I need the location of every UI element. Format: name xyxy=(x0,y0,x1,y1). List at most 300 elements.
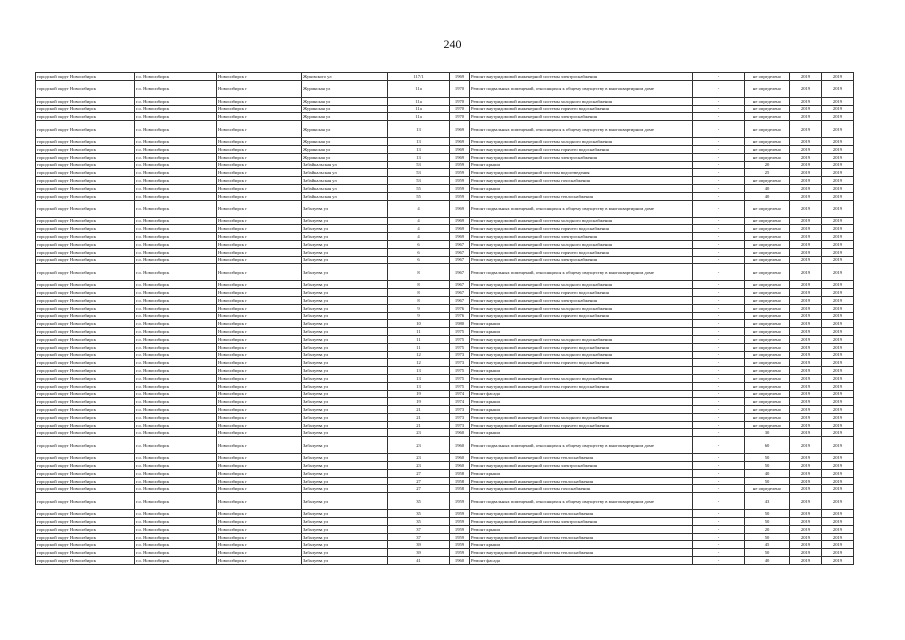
municipality-cell: г.о. Новосибирск xyxy=(135,184,217,192)
year-built-cell: 1970 xyxy=(450,80,470,97)
house-number-cell: 13 xyxy=(388,153,450,161)
year-built-cell: 1974 xyxy=(450,398,470,406)
street-cell: Забалуева ул xyxy=(302,485,388,493)
volume-cell: 50 xyxy=(745,477,790,485)
house-number-cell: 23 xyxy=(388,437,450,454)
work-type-cell: Ремонт внутридомовой инженерной системы теплоснабжения xyxy=(470,192,693,200)
city-cell: Новосибирск г xyxy=(217,312,302,320)
municipality-cell: г.о. Новосибирск xyxy=(135,469,217,477)
table-row xyxy=(36,217,854,225)
year-built-cell: 1958 xyxy=(450,469,470,477)
street-cell: Забалуева ул xyxy=(302,264,388,281)
street-cell: Забалуева ул xyxy=(302,510,388,518)
dash-cell: - xyxy=(693,406,745,414)
volume-cell: не определено xyxy=(745,296,790,304)
start-year-cell: 2019 xyxy=(790,485,822,493)
year-built-cell: 1967 xyxy=(450,296,470,304)
end-year-cell: 2019 xyxy=(822,233,854,241)
table-row xyxy=(36,80,854,97)
year-built-cell: 1959 xyxy=(450,518,470,526)
end-year-cell: 2019 xyxy=(822,73,854,81)
street-cell: Забалуева ул xyxy=(302,374,388,382)
district-cell: городской округ Новосибирск xyxy=(36,413,135,421)
end-year-cell: 2019 xyxy=(822,429,854,437)
work-type-cell: Ремонт внутридомовой инженерной системы холодного водоснабжения xyxy=(470,335,693,343)
start-year-cell: 2019 xyxy=(790,256,822,264)
end-year-cell: 2019 xyxy=(822,296,854,304)
city-cell: Новосибирск г xyxy=(217,97,302,105)
end-year-cell: 2019 xyxy=(822,462,854,470)
district-cell: городской округ Новосибирск xyxy=(36,477,135,485)
house-number-cell: 35 xyxy=(388,493,450,510)
street-cell: Забалуева ул xyxy=(302,328,388,336)
municipality-cell: г.о. Новосибирск xyxy=(135,145,217,153)
street-cell: Забалуева ул xyxy=(302,233,388,241)
end-year-cell: 2019 xyxy=(822,328,854,336)
district-cell: городской округ Новосибирск xyxy=(36,264,135,281)
municipality-cell: г.о. Новосибирск xyxy=(135,289,217,297)
table-row xyxy=(36,200,854,217)
street-cell: Забалуева ул xyxy=(302,304,388,312)
city-cell: Новосибирск г xyxy=(217,289,302,297)
house-number-cell: 11 xyxy=(388,335,450,343)
end-year-cell: 2019 xyxy=(822,421,854,429)
start-year-cell: 2019 xyxy=(790,398,822,406)
start-year-cell: 2019 xyxy=(790,328,822,336)
municipality-cell: г.о. Новосибирск xyxy=(135,328,217,336)
street-cell: Забалуева ул xyxy=(302,256,388,264)
work-type-cell: Ремонт крыши xyxy=(470,406,693,414)
work-type-cell: Ремонт крыши xyxy=(470,184,693,192)
municipality-cell: г.о. Новосибирск xyxy=(135,153,217,161)
city-cell: Новосибирск г xyxy=(217,343,302,351)
table-row xyxy=(36,398,854,406)
house-number-cell: 4 xyxy=(388,217,450,225)
table-row xyxy=(36,192,854,200)
year-built-cell: 1973 xyxy=(450,421,470,429)
year-built-cell: 1975 xyxy=(450,343,470,351)
district-cell: городской округ Новосибирск xyxy=(36,145,135,153)
district-cell: городской округ Новосибирск xyxy=(36,518,135,526)
table-row xyxy=(36,518,854,526)
work-type-cell: Ремонт подвальных помещений, относящихся к общему имуществу в многоквартирном доме xyxy=(470,493,693,510)
work-type-cell: Ремонт внутридомовой инженерной системы водоотведения xyxy=(470,169,693,177)
volume-cell: 50 xyxy=(745,533,790,541)
city-cell: Новосибирск г xyxy=(217,525,302,533)
district-cell: городской округ Новосибирск xyxy=(36,240,135,248)
municipality-cell: г.о. Новосибирск xyxy=(135,485,217,493)
street-cell: Забалуева ул xyxy=(302,281,388,289)
start-year-cell: 2019 xyxy=(790,469,822,477)
house-number-cell: 55 xyxy=(388,184,450,192)
work-type-cell: Ремонт внутридомовой инженерной системы горячего водоснабжения xyxy=(470,248,693,256)
municipality-cell: г.о. Новосибирск xyxy=(135,462,217,470)
year-built-cell: 1958 xyxy=(450,485,470,493)
city-cell: Новосибирск г xyxy=(217,248,302,256)
end-year-cell: 2019 xyxy=(822,351,854,359)
work-type-cell: Ремонт внутридомовой инженерной системы газоснабжения xyxy=(470,177,693,185)
city-cell: Новосибирск г xyxy=(217,264,302,281)
street-cell: Забалуева ул xyxy=(302,343,388,351)
table-row xyxy=(36,113,854,121)
dash-cell: - xyxy=(693,217,745,225)
volume-cell: не определено xyxy=(745,256,790,264)
district-cell: городской округ Новосибирск xyxy=(36,462,135,470)
house-number-cell: 55 xyxy=(388,192,450,200)
volume-cell: 40 xyxy=(745,192,790,200)
house-number-cell: 27 xyxy=(388,485,450,493)
end-year-cell: 2019 xyxy=(822,145,854,153)
table-row xyxy=(36,225,854,233)
city-cell: Новосибирск г xyxy=(217,121,302,138)
district-cell: городской округ Новосибирск xyxy=(36,97,135,105)
district-cell: городской округ Новосибирск xyxy=(36,541,135,549)
district-cell: городской округ Новосибирск xyxy=(36,320,135,328)
district-cell: городской округ Новосибирск xyxy=(36,437,135,454)
end-year-cell: 2019 xyxy=(822,113,854,121)
year-built-cell: 1959 xyxy=(450,184,470,192)
volume-cell: не определено xyxy=(745,304,790,312)
house-number-cell: 53 xyxy=(388,161,450,169)
table-row xyxy=(36,312,854,320)
district-cell: городской округ Новосибирск xyxy=(36,161,135,169)
table-row xyxy=(36,296,854,304)
municipality-cell: г.о. Новосибирск xyxy=(135,304,217,312)
start-year-cell: 2019 xyxy=(790,138,822,146)
volume-cell: не определено xyxy=(745,312,790,320)
work-type-cell: Ремонт внутридомовой инженерной системы электроснабжения xyxy=(470,233,693,241)
dash-cell: - xyxy=(693,477,745,485)
district-cell: городской округ Новосибирск xyxy=(36,113,135,121)
district-cell: городской округ Новосибирск xyxy=(36,105,135,113)
city-cell: Новосибирск г xyxy=(217,469,302,477)
volume-cell: 60 xyxy=(745,437,790,454)
municipality-cell: г.о. Новосибирск xyxy=(135,138,217,146)
dash-cell: - xyxy=(693,256,745,264)
dash-cell: - xyxy=(693,264,745,281)
dash-cell: - xyxy=(693,225,745,233)
year-built-cell: 1967 xyxy=(450,289,470,297)
table-row xyxy=(36,469,854,477)
house-number-cell: 41 xyxy=(388,557,450,565)
volume-cell: 20 xyxy=(745,161,790,169)
house-number-cell: 6 xyxy=(388,240,450,248)
end-year-cell: 2019 xyxy=(822,493,854,510)
year-built-cell: 1970 xyxy=(450,105,470,113)
end-year-cell: 2019 xyxy=(822,382,854,390)
municipality-cell: г.о. Новосибирск xyxy=(135,217,217,225)
table-row xyxy=(36,73,854,81)
street-cell: Забалуева ул xyxy=(302,421,388,429)
year-built-cell: 1973 xyxy=(450,406,470,414)
city-cell: Новосибирск г xyxy=(217,200,302,217)
dash-cell: - xyxy=(693,312,745,320)
municipality-cell: г.о. Новосибирск xyxy=(135,437,217,454)
year-built-cell: 1960 xyxy=(450,437,470,454)
table-row xyxy=(36,138,854,146)
year-built-cell: 1969 xyxy=(450,225,470,233)
year-built-cell: 1967 xyxy=(450,256,470,264)
volume-cell: не определено xyxy=(745,359,790,367)
end-year-cell: 2019 xyxy=(822,359,854,367)
municipality-cell: г.о. Новосибирск xyxy=(135,225,217,233)
work-type-cell: Ремонт внутридомовой инженерной системы горячего водоснабжения xyxy=(470,359,693,367)
start-year-cell: 2019 xyxy=(790,335,822,343)
city-cell: Новосибирск г xyxy=(217,359,302,367)
start-year-cell: 2019 xyxy=(790,97,822,105)
volume-cell: не определено xyxy=(745,328,790,336)
municipality-cell: г.о. Новосибирск xyxy=(135,429,217,437)
work-type-cell: Ремонт крыши xyxy=(470,328,693,336)
city-cell: Новосибирск г xyxy=(217,454,302,462)
dash-cell: - xyxy=(693,233,745,241)
municipality-cell: г.о. Новосибирск xyxy=(135,177,217,185)
work-type-cell: Ремонт крыши xyxy=(470,525,693,533)
city-cell: Новосибирск г xyxy=(217,533,302,541)
start-year-cell: 2019 xyxy=(790,304,822,312)
street-cell: Забалуева ул xyxy=(302,382,388,390)
work-type-cell: Ремонт внутридомовой инженерной системы теплоснабжения xyxy=(470,477,693,485)
repair-schedule-table-container xyxy=(35,72,853,565)
district-cell: городской округ Новосибирск xyxy=(36,374,135,382)
volume-cell: не определено xyxy=(745,335,790,343)
end-year-cell: 2019 xyxy=(822,264,854,281)
work-type-cell: Ремонт внутридомовой инженерной системы холодного водоснабжения xyxy=(470,374,693,382)
street-cell: Забалуева ул xyxy=(302,312,388,320)
work-type-cell: Ремонт внутридомовой инженерной системы теплоснабжения xyxy=(470,510,693,518)
end-year-cell: 2019 xyxy=(822,177,854,185)
start-year-cell: 2019 xyxy=(790,421,822,429)
house-number-cell: 10 xyxy=(388,320,450,328)
year-built-cell: 1960 xyxy=(450,462,470,470)
volume-cell: не определено xyxy=(745,113,790,121)
dash-cell: - xyxy=(693,145,745,153)
street-cell: Забалуева ул xyxy=(302,493,388,510)
year-built-cell: 1975 xyxy=(450,328,470,336)
table-row xyxy=(36,413,854,421)
work-type-cell: Ремонт внутридомовой инженерной системы теплоснабжения xyxy=(470,549,693,557)
city-cell: Новосибирск г xyxy=(217,421,302,429)
district-cell: городской округ Новосибирск xyxy=(36,169,135,177)
district-cell: городской округ Новосибирск xyxy=(36,343,135,351)
dash-cell: - xyxy=(693,390,745,398)
dash-cell: - xyxy=(693,169,745,177)
dash-cell: - xyxy=(693,192,745,200)
end-year-cell: 2019 xyxy=(822,121,854,138)
dash-cell: - xyxy=(693,113,745,121)
street-cell: Забалуева ул xyxy=(302,557,388,565)
start-year-cell: 2019 xyxy=(790,390,822,398)
year-built-cell: 1959 xyxy=(450,192,470,200)
house-number-cell: 27 xyxy=(388,477,450,485)
municipality-cell: г.о. Новосибирск xyxy=(135,335,217,343)
volume-cell: 50 xyxy=(745,454,790,462)
volume-cell: не определено xyxy=(745,281,790,289)
volume-cell: не определено xyxy=(745,351,790,359)
house-number-cell: 23 xyxy=(388,429,450,437)
start-year-cell: 2019 xyxy=(790,374,822,382)
house-number-cell: 8 xyxy=(388,296,450,304)
district-cell: городской округ Новосибирск xyxy=(36,469,135,477)
dash-cell: - xyxy=(693,454,745,462)
page-number: 240 xyxy=(443,37,462,51)
table-row xyxy=(36,351,854,359)
house-number-cell: 37 xyxy=(388,525,450,533)
dash-cell: - xyxy=(693,437,745,454)
year-built-cell: 1974 xyxy=(450,390,470,398)
start-year-cell: 2019 xyxy=(790,320,822,328)
street-cell: Забалуева ул xyxy=(302,320,388,328)
start-year-cell: 2019 xyxy=(790,200,822,217)
municipality-cell: г.о. Новосибирск xyxy=(135,382,217,390)
start-year-cell: 2019 xyxy=(790,525,822,533)
volume-cell: не определено xyxy=(745,413,790,421)
municipality-cell: г.о. Новосибирск xyxy=(135,248,217,256)
municipality-cell: г.о. Новосибирск xyxy=(135,240,217,248)
district-cell: городской округ Новосибирск xyxy=(36,557,135,565)
end-year-cell: 2019 xyxy=(822,304,854,312)
city-cell: Новосибирск г xyxy=(217,233,302,241)
city-cell: Новосибирск г xyxy=(217,477,302,485)
municipality-cell: г.о. Новосибирск xyxy=(135,312,217,320)
dash-cell: - xyxy=(693,328,745,336)
dash-cell: - xyxy=(693,429,745,437)
table-body xyxy=(36,73,854,565)
municipality-cell: г.о. Новосибирск xyxy=(135,533,217,541)
city-cell: Новосибирск г xyxy=(217,557,302,565)
district-cell: городской округ Новосибирск xyxy=(36,454,135,462)
house-number-cell: 53 xyxy=(388,177,450,185)
work-type-cell: Ремонт подвальных помещений, относящихся к общему имуществу в многоквартирном доме xyxy=(470,80,693,97)
street-cell: Журинская ул xyxy=(302,138,388,146)
house-number-cell: 35 xyxy=(388,518,450,526)
city-cell: Новосибирск г xyxy=(217,437,302,454)
street-cell: Журинская ул xyxy=(302,97,388,105)
municipality-cell: г.о. Новосибирск xyxy=(135,398,217,406)
city-cell: Новосибирск г xyxy=(217,335,302,343)
table-row xyxy=(36,335,854,343)
start-year-cell: 2019 xyxy=(790,429,822,437)
work-type-cell: Ремонт внутридомовой инженерной системы электроснабжения xyxy=(470,296,693,304)
municipality-cell: г.о. Новосибирск xyxy=(135,406,217,414)
volume-cell: не определено xyxy=(745,225,790,233)
year-built-cell: 1970 xyxy=(450,97,470,105)
street-cell: Забайкальская ул xyxy=(302,192,388,200)
repair-schedule-table xyxy=(35,72,854,565)
dash-cell: - xyxy=(693,161,745,169)
city-cell: Новосибирск г xyxy=(217,113,302,121)
volume-cell: не определено xyxy=(745,121,790,138)
city-cell: Новосибирск г xyxy=(217,240,302,248)
house-number-cell: 21 xyxy=(388,406,450,414)
street-cell: Забалуева ул xyxy=(302,351,388,359)
street-cell: Забалуева ул xyxy=(302,296,388,304)
street-cell: Забалуева ул xyxy=(302,359,388,367)
house-number-cell: 6 xyxy=(388,248,450,256)
volume-cell: не определено xyxy=(745,421,790,429)
city-cell: Новосибирск г xyxy=(217,406,302,414)
city-cell: Новосибирск г xyxy=(217,485,302,493)
work-type-cell: Ремонт внутридомовой инженерной системы электроснабжения xyxy=(470,462,693,470)
city-cell: Новосибирск г xyxy=(217,320,302,328)
year-built-cell: 1969 xyxy=(450,217,470,225)
year-built-cell: 1959 xyxy=(450,549,470,557)
house-number-cell: 11 xyxy=(388,343,450,351)
house-number-cell: 19 xyxy=(388,398,450,406)
district-cell: городской округ Новосибирск xyxy=(36,359,135,367)
end-year-cell: 2019 xyxy=(822,557,854,565)
end-year-cell: 2019 xyxy=(822,217,854,225)
start-year-cell: 2019 xyxy=(790,145,822,153)
city-cell: Новосибирск г xyxy=(217,398,302,406)
house-number-cell: 12 xyxy=(388,351,450,359)
street-cell: Забайкальская ул xyxy=(302,169,388,177)
dash-cell: - xyxy=(693,80,745,97)
volume-cell: 30 xyxy=(745,429,790,437)
year-built-cell: 1969 xyxy=(450,233,470,241)
street-cell: Журинская ул xyxy=(302,105,388,113)
table-row xyxy=(36,462,854,470)
street-cell: Забалуева ул xyxy=(302,406,388,414)
house-number-cell: 39 xyxy=(388,541,450,549)
end-year-cell: 2019 xyxy=(822,518,854,526)
city-cell: Новосибирск г xyxy=(217,153,302,161)
street-cell: Жуковского ул xyxy=(302,73,388,81)
start-year-cell: 2019 xyxy=(790,462,822,470)
volume-cell: не определено xyxy=(745,374,790,382)
city-cell: Новосибирск г xyxy=(217,161,302,169)
year-built-cell: 1967 xyxy=(450,264,470,281)
table-row xyxy=(36,541,854,549)
work-type-cell: Ремонт внутридомовой инженерной системы электроснабжения xyxy=(470,518,693,526)
volume-cell: не определено xyxy=(745,367,790,375)
dash-cell: - xyxy=(693,557,745,565)
house-number-cell: 11а xyxy=(388,97,450,105)
table-row xyxy=(36,161,854,169)
city-cell: Новосибирск г xyxy=(217,73,302,81)
municipality-cell: г.о. Новосибирск xyxy=(135,320,217,328)
municipality-cell: г.о. Новосибирск xyxy=(135,97,217,105)
volume-cell: не определено xyxy=(745,320,790,328)
year-built-cell: 1967 xyxy=(450,281,470,289)
district-cell: городской округ Новосибирск xyxy=(36,177,135,185)
street-cell: Забалуева ул xyxy=(302,248,388,256)
year-built-cell: 1958 xyxy=(450,477,470,485)
house-number-cell: 8 xyxy=(388,289,450,297)
house-number-cell: 117/1 xyxy=(388,73,450,81)
street-cell: Забалуева ул xyxy=(302,200,388,217)
work-type-cell: Ремонт крыши xyxy=(470,367,693,375)
street-cell: Забалуева ул xyxy=(302,367,388,375)
district-cell: городской округ Новосибирск xyxy=(36,121,135,138)
table-row xyxy=(36,184,854,192)
dash-cell: - xyxy=(693,374,745,382)
district-cell: городской округ Новосибирск xyxy=(36,138,135,146)
district-cell: городской округ Новосибирск xyxy=(36,312,135,320)
dash-cell: - xyxy=(693,533,745,541)
street-cell: Забалуева ул xyxy=(302,462,388,470)
work-type-cell: Ремонт внутридомовой инженерной системы горячего водоснабжения xyxy=(470,343,693,351)
municipality-cell: г.о. Новосибирск xyxy=(135,121,217,138)
work-type-cell: Ремонт внутридомовой инженерной системы холодного водоснабжения xyxy=(470,217,693,225)
table-row xyxy=(36,533,854,541)
start-year-cell: 2019 xyxy=(790,382,822,390)
house-number-cell: 13 xyxy=(388,367,450,375)
dash-cell: - xyxy=(693,351,745,359)
volume-cell: не определено xyxy=(745,200,790,217)
municipality-cell: г.о. Новосибирск xyxy=(135,343,217,351)
street-cell: Забалуева ул xyxy=(302,477,388,485)
